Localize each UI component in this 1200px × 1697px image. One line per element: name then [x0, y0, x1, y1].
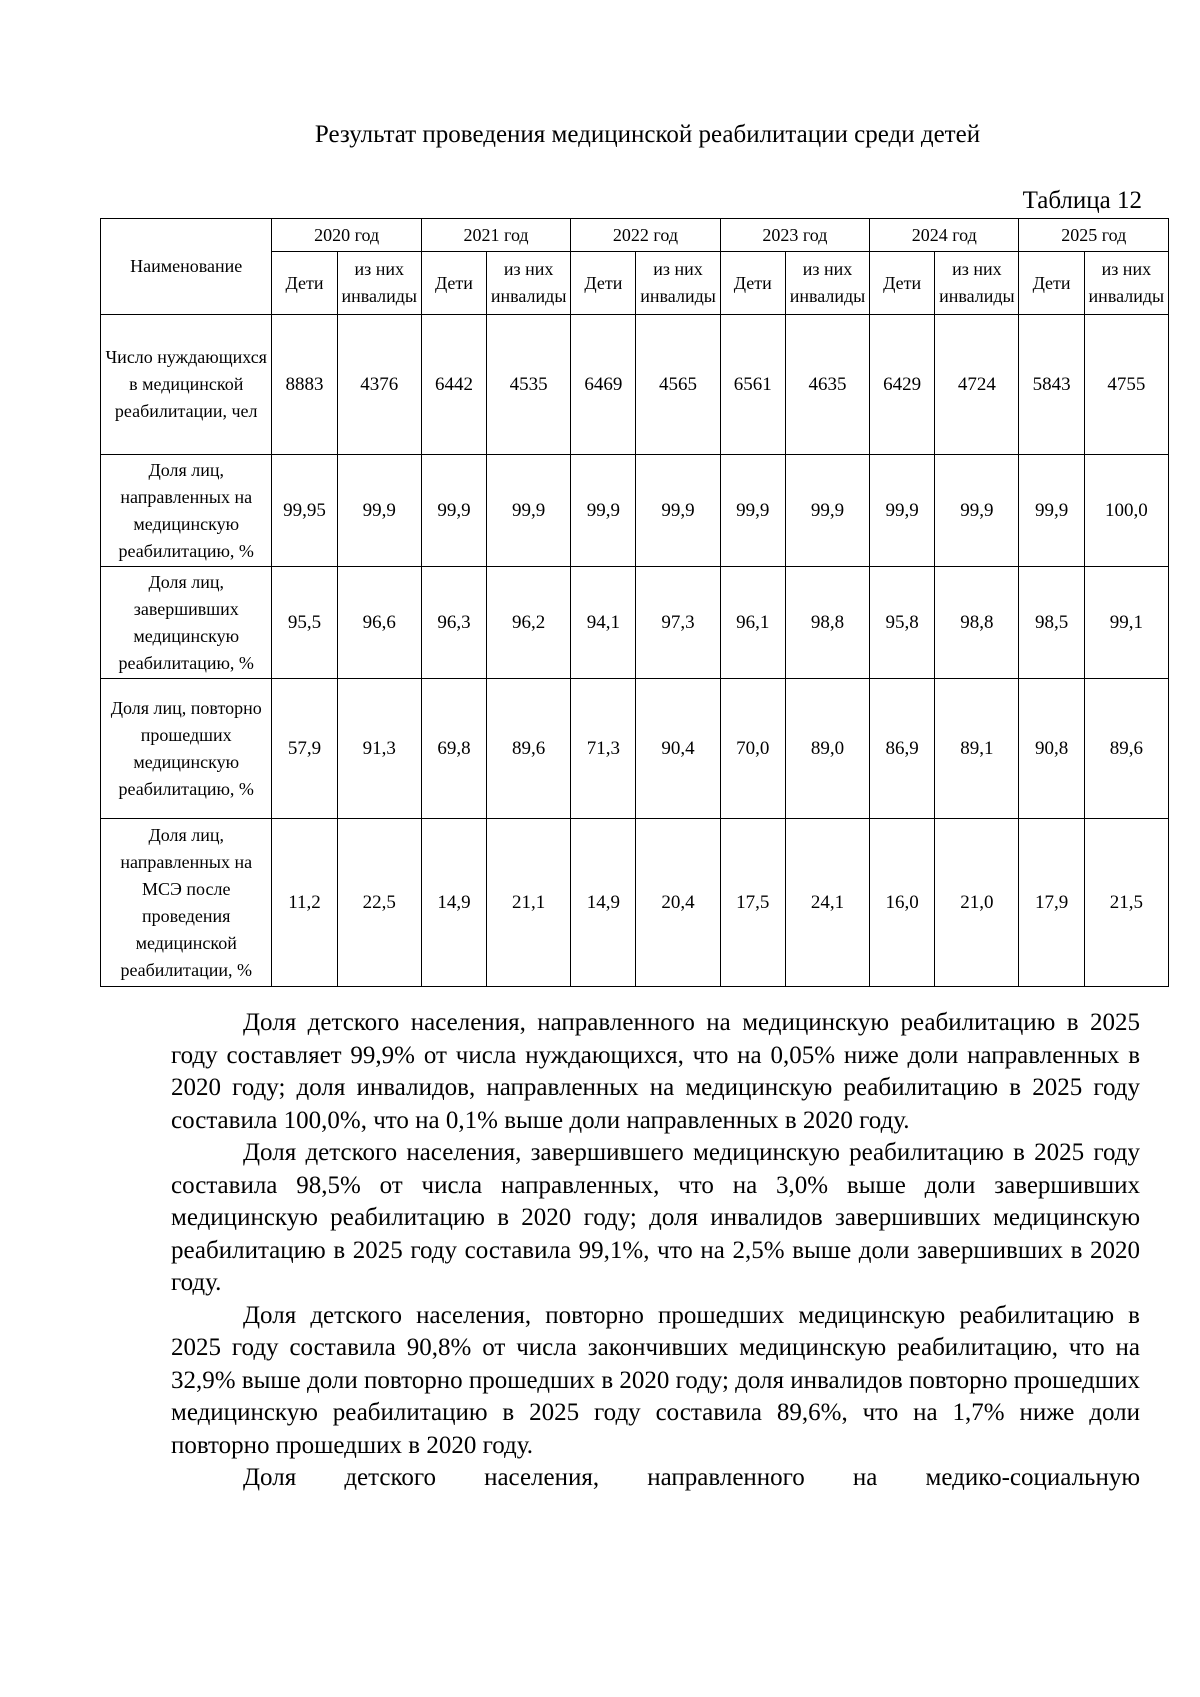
children-value-cell: 17,9: [1019, 819, 1084, 987]
row-name-cell: Доля лиц, направленных на МСЭ после проведения медицинской реабилитации, %: [101, 819, 272, 987]
disabled-value-cell: 90,4: [636, 679, 720, 819]
table-body: [101, 315, 1169, 987]
children-subheader: Дети: [421, 252, 486, 315]
children-value-cell: 16,0: [870, 819, 935, 987]
disabled-value-cell: 96,6: [337, 567, 421, 679]
children-value-cell: 96,3: [421, 567, 486, 679]
table-row: [101, 567, 1169, 679]
disabled-value-cell: 4724: [935, 315, 1019, 455]
children-value-cell: 98,5: [1019, 567, 1084, 679]
table-label: Таблица 12: [1022, 187, 1142, 214]
children-subheader: Дети: [720, 252, 785, 315]
name-column-header: Наименование: [101, 219, 272, 315]
page-title: Результат проведения медицинской реабилитации среди детей: [314, 121, 981, 148]
children-value-cell: 99,9: [870, 455, 935, 567]
children-value-cell: 71,3: [571, 679, 636, 819]
disabled-value-cell: 4376: [337, 315, 421, 455]
disabled-value-cell: 4535: [487, 315, 571, 455]
row-name-cell: Доля лиц, завершивших медицинскую реабилитацию, %: [101, 567, 272, 679]
children-value-cell: 95,5: [272, 567, 337, 679]
children-value-cell: 17,5: [720, 819, 785, 987]
children-subheader: Дети: [1019, 252, 1084, 315]
children-value-cell: 90,8: [1019, 679, 1084, 819]
disabled-value-cell: 21,0: [935, 819, 1019, 987]
year-header: 2024 год: [870, 219, 1019, 252]
paragraph: Доля детского населения, повторно прошедших медицинскую реабилитацию в 2025 году составила 90,8% от числа закончивших медицинскую реабилитацию, что на 32,9% выше доли повторно прошедших в 2020 году; доля инвалидов повторно прошедших медицинскую реабилитацию в 2025 году составила 89,6%, что на 1,7% ниже доли повторно прошедших в 2020 году.: [171, 1301, 1140, 1459]
disabled-value-cell: 99,9: [337, 455, 421, 567]
table-row: [101, 315, 1169, 455]
children-value-cell: 70,0: [720, 679, 785, 819]
children-value-cell: 99,9: [421, 455, 486, 567]
disabled-value-cell: 99,9: [487, 455, 571, 567]
disabled-value-cell: 89,0: [785, 679, 869, 819]
children-value-cell: 6442: [421, 315, 486, 455]
disabled-value-cell: 20,4: [636, 819, 720, 987]
table-row: [101, 819, 1169, 987]
table-header-years-row: [101, 219, 1169, 252]
children-value-cell: 6429: [870, 315, 935, 455]
children-value-cell: 6469: [571, 315, 636, 455]
row-name-cell: Доля лиц, направленных на медицинскую реабилитацию, %: [101, 455, 272, 567]
children-subheader: Дети: [571, 252, 636, 315]
paragraph: Доля детского населения, завершившего медицинскую реабилитацию в 2025 году составила 98,5% от числа направленных, что на 3,0% выше доли завершивших медицинскую реабилитацию в 2020 году; доля инвалидов завершивших медицинскую реабилитацию в 2025 году составила 99,1%, что на 2,5% выше доли завершивших в 2020 году.: [171, 1139, 1140, 1296]
disabled-value-cell: 99,1: [1084, 567, 1168, 679]
children-value-cell: 99,95: [272, 455, 337, 567]
children-value-cell: 96,1: [720, 567, 785, 679]
year-header: 2021 год: [421, 219, 570, 252]
disabled-subheader: из них инвалиды: [337, 252, 421, 315]
children-value-cell: 8883: [272, 315, 337, 455]
year-header: 2023 год: [720, 219, 869, 252]
children-value-cell: 86,9: [870, 679, 935, 819]
year-header: 2022 год: [571, 219, 720, 252]
disabled-value-cell: 99,9: [785, 455, 869, 567]
table-row: [101, 679, 1169, 819]
disabled-value-cell: 100,0: [1084, 455, 1168, 567]
disabled-subheader: из них инвалиды: [636, 252, 720, 315]
children-value-cell: 14,9: [421, 819, 486, 987]
disabled-subheader: из них инвалиды: [1084, 252, 1168, 315]
children-value-cell: 14,9: [571, 819, 636, 987]
children-value-cell: 5843: [1019, 315, 1084, 455]
disabled-value-cell: 99,9: [636, 455, 720, 567]
row-name-cell: Доля лиц, повторно прошедших медицинскую реабилитацию, %: [101, 679, 272, 819]
children-value-cell: 11,2: [272, 819, 337, 987]
children-value-cell: 94,1: [571, 567, 636, 679]
disabled-value-cell: 21,5: [1084, 819, 1168, 987]
disabled-subheader: из них инвалиды: [487, 252, 571, 315]
year-header: 2020 год: [272, 219, 421, 252]
children-subheader: Дети: [272, 252, 337, 315]
disabled-subheader: из них инвалиды: [785, 252, 869, 315]
paragraph: Доля детского населения, направленного на медико-социальную: [243, 1464, 1140, 1491]
children-value-cell: 99,9: [571, 455, 636, 567]
rehabilitation-table: [100, 218, 1169, 987]
disabled-value-cell: 91,3: [337, 679, 421, 819]
disabled-value-cell: 24,1: [785, 819, 869, 987]
disabled-value-cell: 21,1: [487, 819, 571, 987]
disabled-value-cell: 4565: [636, 315, 720, 455]
disabled-value-cell: 99,9: [935, 455, 1019, 567]
disabled-value-cell: 97,3: [636, 567, 720, 679]
table-row: [101, 455, 1169, 567]
children-subheader: Дети: [870, 252, 935, 315]
disabled-value-cell: 98,8: [935, 567, 1019, 679]
row-name-cell: Число нуждающихся в медицинской реабилитации, чел: [101, 315, 272, 455]
disabled-value-cell: 89,1: [935, 679, 1019, 819]
disabled-value-cell: 4635: [785, 315, 869, 455]
disabled-value-cell: 98,8: [785, 567, 869, 679]
children-value-cell: 99,9: [720, 455, 785, 567]
disabled-value-cell: 89,6: [1084, 679, 1168, 819]
year-header: 2025 год: [1019, 219, 1169, 252]
children-value-cell: 99,9: [1019, 455, 1084, 567]
children-value-cell: 57,9: [272, 679, 337, 819]
disabled-value-cell: 22,5: [337, 819, 421, 987]
children-value-cell: 69,8: [421, 679, 486, 819]
disabled-value-cell: 4755: [1084, 315, 1168, 455]
paragraph: Доля детского населения, направленного на медицинскую реабилитацию в 2025 году составляет 99,9% от числа нуждающихся, что на 0,05% ниже доли направленных в 2020 году; доля инвалидов, направленных на медицинскую реабилитацию в 2025 году составила 100,0%, что на 0,1% выше доли направленных в 2020 году.: [171, 1009, 1140, 1134]
children-value-cell: 95,8: [870, 567, 935, 679]
children-value-cell: 6561: [720, 315, 785, 455]
disabled-value-cell: 96,2: [487, 567, 571, 679]
disabled-subheader: из них инвалиды: [935, 252, 1019, 315]
body-text: [171, 1007, 1140, 1495]
disabled-value-cell: 89,6: [487, 679, 571, 819]
